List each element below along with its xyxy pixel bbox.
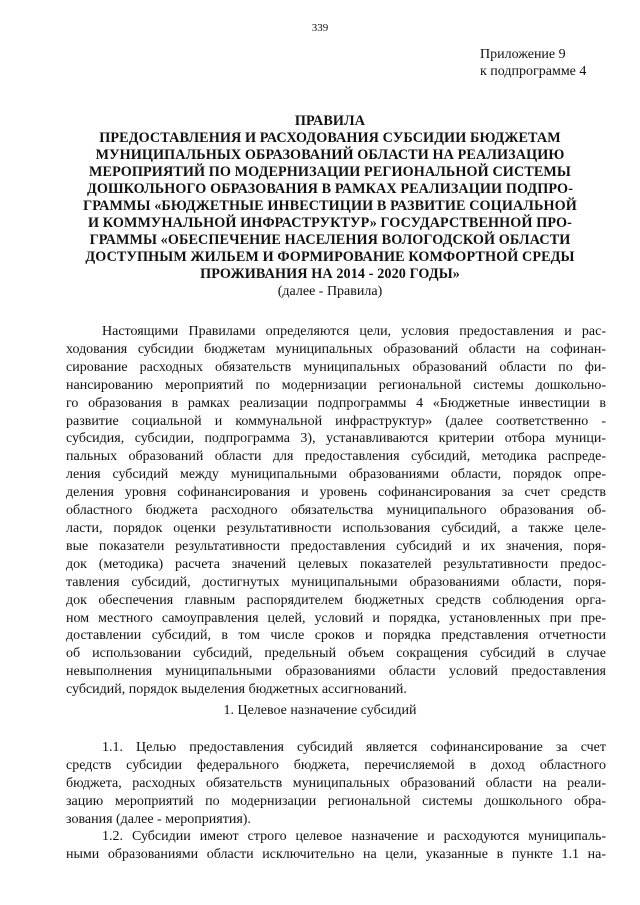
paragraph-line: 1.2. Субсидии имеют строго целевое назначение и расходуются муниципаль-: [102, 829, 606, 844]
paragraph-line: го образования в рамках реализации подпрограммы 4 «Бюджетные инвестиции в: [66, 395, 606, 411]
title-line: И КОММУНАЛЬНОЙ ИНФРАСТРУКТУР» ГОСУДАРСТВЕННОЙ ПРО-: [88, 215, 572, 231]
paragraph-line: субсидия, субсидии, подпрограмма 3), устанавливаются критерии отбора муници-: [66, 431, 606, 447]
title-line: МЕРОПРИЯТИЙ ПО МОДЕРНИЗАЦИИ РЕГИОНАЛЬНОЙ СИСТЕМЫ: [89, 164, 571, 180]
title-line: ГРАММЫ «БЮДЖЕТНЫЕ ИНВЕСТИЦИИ В РАЗВИТИЕ СОЦИАЛЬНОЙ: [83, 198, 577, 214]
paragraph-line: зацию мероприятий по модернизации региональной системы дошкольного обра-: [66, 793, 606, 809]
paragraph-line: док обеспечения главным распорядителем бюджетных средств соблюдения орга-: [66, 592, 606, 608]
paragraph-line: развитие социальной и коммунальной инфраструктур» (далее соответственно -: [66, 413, 606, 429]
page-number: 339: [311, 22, 329, 34]
paragraph-line: доставлении субсидий, в том числе сроков и порядка представления отчетности: [66, 628, 606, 644]
paragraph-line: док (методика) расчета значений целевых показателей результативности предос-: [66, 556, 606, 572]
paragraph-line: пальных образований области для предоставления субсидий, методика распреде-: [66, 449, 606, 465]
paragraph-line: об использовании субсидий, предельный объем сокращения субсидий в случае: [66, 646, 606, 662]
paragraph-line: бюджета, расходных обязательств муниципальных образований области на реали-: [66, 775, 606, 791]
paragraph-line: сирование расходных обязательств муниципальных образований области по фи-: [66, 359, 606, 375]
title-note: (далее - Правила): [277, 284, 383, 299]
appendix-reference: [480, 46, 630, 80]
title-line: МУНИЦИПАЛЬНЫХ ОБРАЗОВАНИЙ ОБЛАСТИ НА РЕАЛИЗАЦИЮ: [95, 147, 565, 163]
paragraph-line: нансированию мероприятий по модернизации региональной системы дошкольно-: [66, 377, 606, 393]
appendix-line: к подпрограмме 4: [480, 64, 587, 79]
paragraph-line: деления уровня софинансирования и уровень софинансирования за счет средств: [66, 485, 606, 501]
title-line: ДОШКОЛЬНОГО ОБРАЗОВАНИЯ В РАМКАХ РЕАЛИЗАЦИИ ПОДПРО-: [86, 181, 574, 197]
paragraph-line: субсидий, порядок выделения бюджетных ассигнований.: [66, 682, 407, 698]
paragraph-line: ласти, порядок оценки результативности использования субсидий, а также целе-: [66, 520, 606, 536]
paragraph-line: ном местного самоуправления целей, условий и порядка, установленных при пре-: [66, 610, 606, 626]
title-line: ГРАММЫ «ОБЕСПЕЧЕНИЕ НАСЕЛЕНИЯ ВОЛОГОДСКОЙ ОБЛАСТИ: [89, 232, 571, 248]
paragraph-line: тавления субсидий, достигнутых муниципальными образованиями области, поря-: [66, 574, 606, 590]
appendix-line: Приложение 9: [480, 47, 566, 62]
paragraph-line: ходования субсидии бюджетам муниципальных образований области на софинан-: [66, 341, 606, 357]
title-line: ДОСТУПНЫМ ЖИЛЬЕМ И ФОРМИРОВАНИЕ КОМФОРТНОЙ СРЕДЫ: [85, 249, 575, 265]
title-line: ПРОЖИВАНИЯ НА 2014 - 2020 ГОДЫ»: [200, 266, 460, 282]
paragraph-1-2: [66, 828, 606, 864]
paragraph-line: невыполнения муниципальными образованиями области условий предоставления: [66, 664, 606, 680]
title-line: ПРЕДОСТАВЛЕНИЯ И РАСХОДОВАНИЯ СУБСИДИИ БЮДЖЕТАМ: [99, 130, 561, 146]
title-line: ПРАВИЛА: [294, 113, 366, 129]
paragraph-line: Настоящими Правилами определяются цели, условия предоставления и рас-: [102, 324, 606, 339]
paragraph-line: средств субсидии федерального бюджета, перечисляемой в доход областного: [66, 757, 606, 773]
paragraph-line: ления субсидий между муниципальными образованиями области, порядок опре-: [66, 467, 606, 483]
paragraph-line: зования (далее - мероприятия).: [66, 811, 251, 827]
paragraph-line: ными образованиями области исключительно на цели, указанные в пункте 1.1 на-: [66, 846, 606, 862]
paragraph-line: вые показатели результативности предоставления субсидий и их значения, поря-: [66, 538, 606, 554]
section-heading: 1. Целевое назначение субсидий: [223, 703, 417, 718]
paragraph-line: областного бюджета расходного обязательства муниципального образования об-: [66, 503, 606, 519]
document-title: [60, 113, 600, 300]
intro-paragraph: [66, 323, 606, 699]
paragraph-1-1: [66, 739, 606, 829]
paragraph-line: 1.1. Целью предоставления субсидий является софинансирование за счет: [102, 740, 606, 755]
